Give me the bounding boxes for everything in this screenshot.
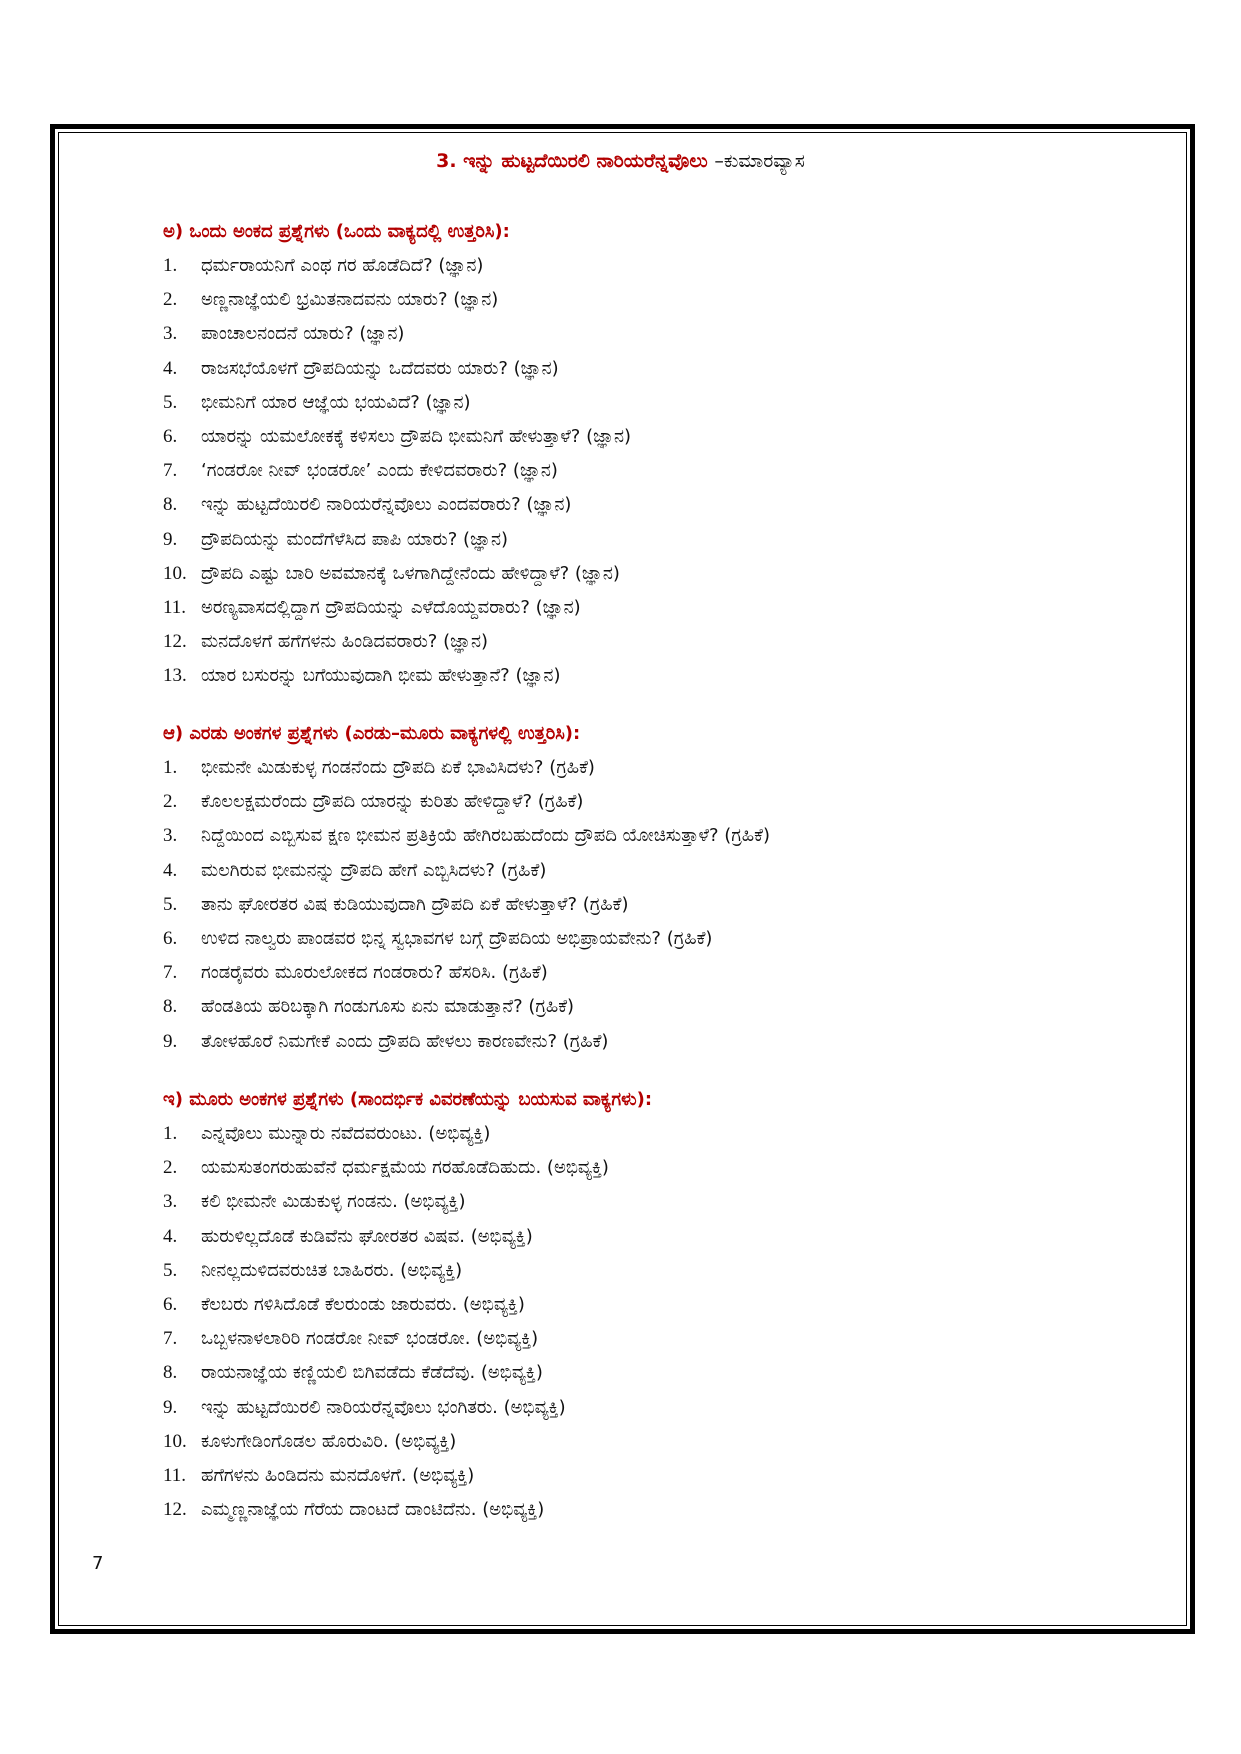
- question-item: [163, 488, 1173, 522]
- question-text: ಕೆಲಬರು ಗಳಿಸಿದೊಡೆ ಕೆಲರುಂಡು ಜಾರುವರು. (ಅಭಿವ್ಯಕ್ತಿ): [201, 1293, 525, 1315]
- question-number: 4.: [163, 357, 178, 379]
- question-number: 12.: [163, 1499, 187, 1521]
- question-text: ಯಾರ ಬಸುರನ್ನು ಬಗೆಯುವುದಾಗಿ ಭೀಮ ಹೇಳುತ್ತಾನೆ? (ಜ್ಞಾನ): [201, 665, 561, 687]
- question-text: ಹೆಂಡತಿಯ ಹರಿಬಕ್ಕಾಗಿ ಗಂಡುಗೂಸು ಏನು ಮಾಡುತ್ತಾನೆ? (ಗ್ರಹಿಕೆ): [201, 996, 575, 1018]
- question-item: [163, 1493, 1173, 1527]
- question-number: 2.: [163, 289, 178, 311]
- question-item: [163, 420, 1173, 454]
- question-number: 3.: [163, 1191, 178, 1213]
- question-number: 9.: [163, 1030, 178, 1052]
- question-item: [163, 557, 1173, 591]
- question-number: 1.: [163, 255, 178, 276]
- question-item: [163, 386, 1173, 420]
- question-number: 6.: [163, 927, 178, 949]
- question-number: 3.: [163, 825, 178, 847]
- section-two-mark: [163, 717, 1173, 1059]
- section-heading: ಇ) ಮೂರು ಅಂಕಗಳ ಪ್ರಶ್ನೆಗಳು (ಸಾಂದರ್ಭಿಕ ವಿವರಣೆಯನ್ನು ಬಯಸುವ ವಾಕ್ಯಗಳು):: [163, 1089, 653, 1110]
- lesson-title-text: 3. ಇನ್ನು ಹುಟ್ಟದೆಯಿರಲಿ ನಾರಿಯರೆನ್ನವೊಲು: [436, 150, 708, 172]
- question-text: ಅಣ್ಣನಾಜ್ಞೆಯಲಿ ಭ್ರಮಿತನಾದವನು ಯಾರು? (ಜ್ಞಾನ): [201, 289, 499, 311]
- question-number: 9.: [163, 1396, 178, 1418]
- question-item: [163, 1151, 1173, 1185]
- question-item: [163, 625, 1173, 659]
- question-text: ಮಲಗಿರುವ ಭೀಮನನ್ನು ದ್ರೌಪದಿ ಹೇಗೆ ಎಬ್ಬಿಸಿದಳು? (ಗ್ರಹಿಕೆ): [201, 859, 547, 881]
- question-number: 9.: [163, 528, 178, 550]
- lesson-author: –ಕುಮಾರವ್ಯಾಸ: [714, 150, 805, 172]
- question-number: 7.: [163, 962, 178, 984]
- question-item: [163, 317, 1173, 351]
- question-text: ತಾನು ಘೋರತರ ವಿಷ ಕುಡಿಯುವುದಾಗಿ ದ್ರೌಪದಿ ಏಕೆ ಹೇಳುತ್ತಾಳೆ? (ಗ್ರಹಿಕೆ): [201, 893, 629, 915]
- question-number: 5.: [163, 893, 178, 915]
- question-text: ಉಳಿದ ನಾಲ್ವರು ಪಾಂಡವರ ಭಿನ್ನ ಸ್ವಭಾವಗಳ ಬಗ್ಗೆ ದ್ರೌಪದಿಯ ಅಭಿಪ್ರಾಯವೇನು? (ಗ್ರಹಿಕೆ): [201, 927, 713, 949]
- question-text: ಮನದೊಳಗೆ ಹಗೆಗಳನು ಹಿಂಡಿದವರಾರು? (ಜ್ಞಾನ): [201, 631, 489, 653]
- question-text: ‘ಗಂಡರೋ ನೀವ್ ಭಂಡರೋ’ ಎಂದು ಕೇಳಿದವರಾರು? (ಜ್ಞಾನ): [201, 460, 558, 482]
- question-number: 3.: [163, 323, 178, 345]
- question-item: [163, 249, 1173, 283]
- question-item: [163, 1185, 1173, 1219]
- question-item: [163, 1025, 1173, 1059]
- question-text: ಇನ್ನು ಹುಟ್ಟದೆಯಿರಲಿ ನಾರಿಯರೆನ್ನವೊಲು ಎಂದವರಾರು? (ಜ್ಞಾನ): [201, 494, 572, 516]
- question-number: 10.: [163, 562, 187, 584]
- question-number: 5.: [163, 1259, 178, 1281]
- question-number: 10.: [163, 1430, 187, 1452]
- question-text: ಧರ್ಮರಾಯನಿಗೆ ಎಂಥ ಗರ ಹೊಡೆದಿದೆ? (ಜ್ಞಾನ): [201, 255, 484, 276]
- question-item: [163, 854, 1173, 888]
- question-text: ನೀನಲ್ಲದುಳಿದವರುಚಿತ ಬಾಹಿರರು. (ಅಭಿವ್ಯಕ್ತಿ): [201, 1259, 463, 1281]
- question-number: 2.: [163, 791, 178, 813]
- question-list: [163, 1117, 1173, 1527]
- question-item: [163, 1117, 1173, 1151]
- question-text: ಕೂಳುಗೇಡಿಂಗೊಡಲ ಹೊರುವಿರಿ. (ಅಭಿವ್ಯಕ್ತಿ): [201, 1430, 457, 1452]
- question-number: 2.: [163, 1157, 178, 1179]
- question-number: 8.: [163, 1362, 178, 1384]
- question-item: [163, 523, 1173, 557]
- section-heading: ಆ) ಎರಡು ಅಂಕಗಳ ಪ್ರಶ್ನೆಗಳು (ಎರಡು–ಮೂರು ವಾಕ್ಯಗಳಲ್ಲಿ ಉತ್ತರಿಸಿ):: [163, 723, 581, 744]
- question-number: 11.: [163, 1464, 187, 1486]
- question-number: 4.: [163, 859, 178, 881]
- question-item: [163, 659, 1173, 693]
- question-text: ಎನ್ನವೊಲು ಮುನ್ನಾರು ನವೆದವರುಂಟು. (ಅಭಿವ್ಯಕ್ತಿ): [201, 1123, 491, 1144]
- question-item: [163, 1322, 1173, 1356]
- question-item: [163, 1459, 1173, 1493]
- question-number: 8.: [163, 996, 178, 1018]
- question-item: [163, 1356, 1173, 1390]
- question-text: ದ್ರೌಪದಿ ಎಷ್ಟು ಬಾರಿ ಅವಮಾನಕ್ಕೆ ಒಳಗಾಗಿದ್ದೇನೆಂದು ಹೇಳಿದ್ದಾಳೆ? (ಜ್ಞಾನ): [201, 562, 620, 584]
- question-text: ದ್ರೌಪದಿಯನ್ನು ಮಂದೆಗೆಳೆಸಿದ ಪಾಪಿ ಯಾರು? (ಜ್ಞಾನ): [201, 528, 509, 550]
- question-list: [163, 751, 1173, 1059]
- page-number: 7: [92, 1553, 104, 1574]
- question-text: ಕೊಲಲಕ್ಷಮರೆಂದು ದ್ರೌಪದಿ ಯಾರನ್ನು ಕುರಿತು ಹೇಳಿದ್ದಾಳೆ? (ಗ್ರಹಿಕೆ): [201, 791, 584, 813]
- question-text: ಯಾರನ್ನು ಯಮಲೋಕಕ್ಕೆ ಕಳಿಸಲು ದ್ರೌಪದಿ ಭೀಮನಿಗೆ ಹೇಳುತ್ತಾಳೆ? (ಜ್ಞಾನ): [201, 425, 632, 447]
- question-number: 8.: [163, 494, 178, 516]
- question-text: ಹುರುಳಿಲ್ಲದೊಡೆ ಕುಡಿವೆನು ಘೋರತರ ವಿಷವ. (ಅಭಿವ್ಯಕ್ತಿ): [201, 1225, 533, 1247]
- question-text: ರಾಜಸಭೆಯೊಳಗೆ ದ್ರೌಪದಿಯನ್ನು ಒದೆದವರು ಯಾರು? (ಜ್ಞಾನ): [201, 357, 559, 379]
- section-one-mark: [163, 215, 1173, 693]
- question-number: 6.: [163, 425, 178, 447]
- question-text: ಪಾಂಚಾಲನಂದನೆ ಯಾರು? (ಜ್ಞಾನ): [201, 323, 405, 345]
- question-list: [163, 249, 1173, 693]
- question-item: [163, 1288, 1173, 1322]
- question-text: ಕಲಿ ಭೀಮನೇ ಮಿಡುಕುಳ್ಳ ಗಂಡನು. (ಅಭಿವ್ಯಕ್ತಿ): [201, 1191, 466, 1213]
- lesson-title: [0, 150, 1241, 172]
- question-text: ಹಗೆಗಳನು ಹಿಂಡಿದನು ಮನದೊಳಗೆ. (ಅಭಿವ್ಯಕ್ತಿ): [201, 1464, 475, 1486]
- question-text: ತೋಳಹೊರೆ ನಿಮಗೇಕೆ ಎಂದು ದ್ರೌಪದಿ ಹೇಳಲು ಕಾರಣವೇನು? (ಗ್ರಹಿಕೆ): [201, 1030, 609, 1052]
- question-number: 1.: [163, 757, 178, 778]
- question-item: [163, 956, 1173, 990]
- question-item: [163, 1425, 1173, 1459]
- question-number: 12.: [163, 631, 187, 653]
- question-item: [163, 1254, 1173, 1288]
- question-item: [163, 888, 1173, 922]
- question-item: [163, 352, 1173, 386]
- question-number: 1.: [163, 1123, 178, 1144]
- question-text: ಭೀಮನೇ ಮಿಡುಕುಳ್ಳ ಗಂಡನೆಂದು ದ್ರೌಪದಿ ಏಕೆ ಭಾವಿಸಿದಳು? (ಗ್ರಹಿಕೆ): [201, 757, 595, 778]
- question-item: [163, 819, 1173, 853]
- question-item: [163, 751, 1173, 785]
- question-number: 4.: [163, 1225, 178, 1247]
- question-item: [163, 922, 1173, 956]
- question-text: ಭೀಮನಿಗೆ ಯಾರ ಆಜ್ಞೆಯ ಭಯವಿದೆ? (ಜ್ಞಾನ): [201, 391, 471, 413]
- question-text: ಯಮಸುತಂಗರುಹುವೆನೆ ಧರ್ಮಕ್ಷಮೆಯ ಗರಹೊಡೆದಿಹುದು. (ಅಭಿವ್ಯಕ್ತಿ): [201, 1157, 609, 1179]
- question-text: ಒಬ್ಬಳನಾಳಲಾರಿರಿ ಗಂಡರೋ ನೀವ್ ಭಂಡರೋ. (ಅಭಿವ್ಯಕ್ತಿ): [201, 1328, 539, 1350]
- question-text: ರಾಯನಾಜ್ಞೆಯ ಕಣ್ಣಿಯಲಿ ಬಿಗಿವಡೆದು ಕೆಡೆದೆವು. (ಅಭಿವ್ಯಕ್ತಿ): [201, 1362, 543, 1384]
- section-heading: ಅ) ಒಂದು ಅಂಕದ ಪ್ರಶ್ನೆಗಳು (ಒಂದು ವಾಕ್ಯದಲ್ಲಿ ಉತ್ತರಿಸಿ):: [163, 221, 510, 242]
- question-item: [163, 454, 1173, 488]
- question-number: 13.: [163, 665, 187, 687]
- section-three-mark: [163, 1083, 1173, 1527]
- question-number: 7.: [163, 460, 178, 482]
- question-number: 7.: [163, 1328, 178, 1350]
- question-item: [163, 1220, 1173, 1254]
- question-number: 5.: [163, 391, 178, 413]
- question-item: [163, 283, 1173, 317]
- question-text: ಇನ್ನು ಹುಟ್ಟದೆಯಿರಲಿ ನಾರಿಯರೆನ್ನವೊಲು ಭಂಗಿತರು. (ಅಭಿವ್ಯಕ್ತಿ): [201, 1396, 566, 1418]
- question-text: ಅರಣ್ಯವಾಸದಲ್ಲಿದ್ದಾಗ ದ್ರೌಪದಿಯನ್ನು ಎಳೆದೊಯ್ದವರಾರು? (ಜ್ಞಾನ): [201, 596, 581, 618]
- question-text: ನಿದ್ದೆಯಿಂದ ಎಬ್ಬಿಸುವ ಕ್ಷಣ ಭೀಮನ ಪ್ರತಿಕ್ರಿಯೆ ಹೇಗಿರಬಹುದೆಂದು ದ್ರೌಪದಿ ಯೋಚಿಸುತ್ತಾಳೆ? (ಗ್ರಹಿಕೆ): [201, 825, 770, 847]
- question-item: [163, 990, 1173, 1024]
- question-text: ಗಂಡರೈವರು ಮೂರುಲೋಕದ ಗಂಡರಾರು? ಹೆಸರಿಸಿ. (ಗ್ರಹಿಕೆ): [201, 962, 548, 984]
- question-text: ಎಮ್ಮಣ್ಣನಾಜ್ಞೆಯ ಗೆರೆಯ ದಾಂಟದೆ ದಾಂಟಿದೆನು. (ಅಭಿವ್ಯಕ್ತಿ): [201, 1499, 545, 1521]
- question-item: [163, 1391, 1173, 1425]
- question-item: [163, 785, 1173, 819]
- question-number: 11.: [163, 596, 187, 618]
- question-item: [163, 591, 1173, 625]
- question-number: 6.: [163, 1293, 178, 1315]
